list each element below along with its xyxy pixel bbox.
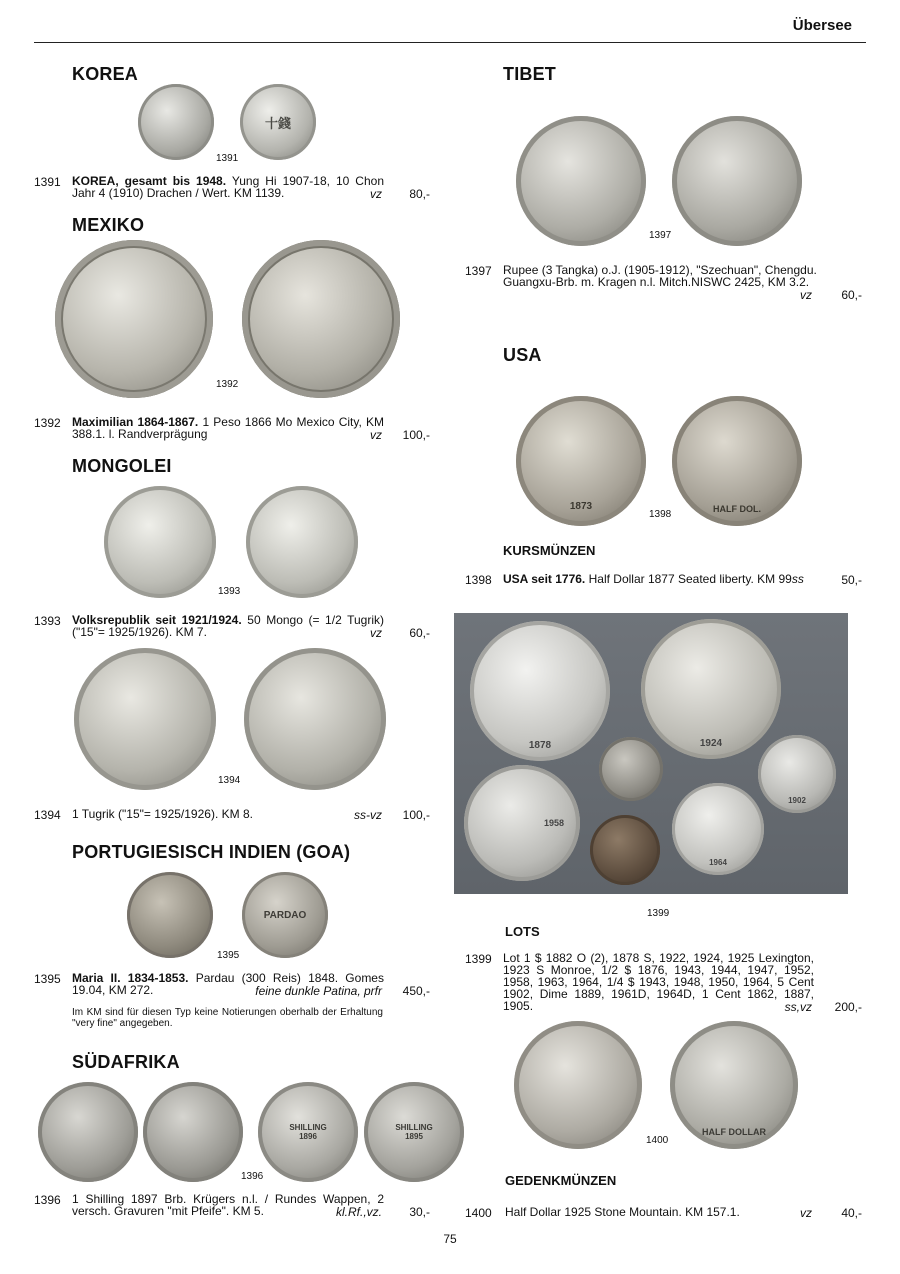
figure-number-1398: 1398 bbox=[649, 509, 672, 520]
coin-peace-dollar bbox=[641, 619, 781, 759]
lot-desc-1395: Pardau (300 Reis) 1848. Gomes 19.04, KM 272. bbox=[72, 971, 384, 997]
lot-title-1398: USA seit 1776. bbox=[503, 572, 586, 586]
coin-stone-mountain-obverse bbox=[514, 1021, 642, 1149]
lot-description-1400 bbox=[505, 1206, 785, 1218]
coin-mongolei-1394-obverse bbox=[74, 648, 216, 790]
lot-title-1395: Maria II. 1834-1853. bbox=[72, 971, 189, 985]
coin-morgan-dollar bbox=[470, 621, 610, 761]
heading-tibet: TIBET bbox=[503, 64, 556, 84]
subheading-gedenkmuenzen: GEDENKMÜNZEN bbox=[505, 1173, 617, 1188]
lot-desc-1393: 50 Mongo (= 1/2 Tugrik) ("15"= 1925/1926). KM 7. bbox=[72, 613, 384, 639]
coin-korea-obverse bbox=[138, 84, 214, 160]
lot-price-1393: 60,- bbox=[409, 626, 430, 640]
coin-suedafrika-3 bbox=[258, 1082, 358, 1182]
lot-number-1391: 1391 bbox=[34, 175, 61, 189]
lot-desc-1397-line2: Guangxu-Brb. m. Kragen n.l. Mitch.NISWC 2425, KM 3.2. bbox=[503, 275, 810, 289]
lot-title-1391: KOREA, gesamt bis 1948. bbox=[72, 174, 227, 188]
lot-number-1395: 1395 bbox=[34, 972, 61, 986]
lot-price-1391: 80,- bbox=[409, 187, 430, 201]
lot-note-1395: Im KM sind für diesen Typ keine Notierungen oberhalb der Erhaltung "very fine" angegeben. bbox=[72, 1007, 383, 1029]
lot-desc-1399: Lot 1 $ 1882 O (2), 1878 S, 1922, 1924, 1925 Lexington, 1923 S Monroe, 1/2 $ 1876, 1943, 1944, 1947, 1952, 1958, 1963, 1964, 1/4 $ 1943, 1948, 1950, 1964, 5 Cent 1902, Dime 1889, 1961D, 1964D, 1 Cent 1862, 1887, 1905. bbox=[503, 951, 814, 1013]
coin-tibet-reverse bbox=[672, 116, 802, 246]
lot-grade-1395: feine dunkle Patina, prfr bbox=[255, 984, 382, 998]
lot-price-1399: 200,- bbox=[834, 1000, 862, 1014]
coin-liberty-nickel bbox=[758, 735, 836, 813]
section-header-title: Übersee bbox=[792, 17, 852, 34]
lot-price-1397: 60,- bbox=[841, 288, 862, 302]
lot-price-1395: 450,- bbox=[402, 984, 430, 998]
lot-desc-1398: Half Dollar 1877 Seated liberty. KM 99 bbox=[588, 572, 792, 586]
lot-number-1399: 1399 bbox=[465, 952, 492, 966]
lot-grade-1397: vz bbox=[800, 288, 812, 302]
lot-desc-1396-line2: versch. Gravuren "mit Pfeife". KM 5. bbox=[72, 1204, 264, 1218]
lot-desc-1400: Half Dollar 1925 Stone Mountain. KM 157.1. bbox=[505, 1205, 740, 1219]
lot-price-1400: 40,- bbox=[841, 1206, 862, 1220]
coin-mongolei-1394-reverse bbox=[244, 648, 386, 790]
coin-morgan-date: 1878 bbox=[528, 740, 552, 751]
coin-mexiko-reverse bbox=[242, 240, 400, 398]
coin-goa-reverse bbox=[242, 872, 328, 958]
subheading-lots: LOTS bbox=[505, 924, 540, 939]
lot-description-1398 bbox=[503, 573, 823, 585]
coin-tibet-obverse bbox=[516, 116, 646, 246]
coin-usa-obverse-date: 1873 bbox=[569, 501, 593, 512]
lot-number-1394: 1394 bbox=[34, 808, 61, 822]
coin-stone-mountain-reverse bbox=[670, 1021, 798, 1149]
lot-desc-1391: Yung Hi 1907-18, 10 Chon Jahr 4 (1910) Drachen / Wert. KM 1139. bbox=[72, 174, 384, 200]
lot-price-1396: 30,- bbox=[409, 1205, 430, 1219]
heading-mongolei: MONGOLEI bbox=[72, 456, 172, 476]
figure-number-1396: 1396 bbox=[241, 1171, 264, 1182]
coin-mongolei-1393-reverse bbox=[246, 486, 358, 598]
lot-desc-1397-line1: Rupee (3 Tangka) o.J. (1905-1912), "Szechuan", Chengdu. bbox=[503, 263, 817, 277]
lot-number-1396: 1396 bbox=[34, 1193, 61, 1207]
lot-grade-1400: vz bbox=[800, 1206, 812, 1220]
coin-indian-cent bbox=[590, 815, 660, 885]
figure-number-1394: 1394 bbox=[218, 775, 241, 786]
lot-number-1400: 1400 bbox=[465, 1206, 492, 1220]
heading-suedafrika: SÜDAFRIKA bbox=[72, 1052, 180, 1072]
lot-description-1397 bbox=[503, 264, 823, 288]
header-divider bbox=[34, 42, 866, 43]
page-number: 75 bbox=[443, 1232, 457, 1246]
coin-franklin-date: 1958 bbox=[543, 818, 564, 828]
lot-description-1394 bbox=[72, 808, 332, 820]
lot-grade-1393: vz bbox=[370, 626, 382, 640]
coin-mongolei-1393-obverse bbox=[104, 486, 216, 598]
coin-suedafrika-1 bbox=[38, 1082, 138, 1182]
subheading-kursmuenzen: KURSMÜNZEN bbox=[503, 543, 596, 558]
coin-franklin-half bbox=[464, 765, 580, 881]
figure-number-1391: 1391 bbox=[216, 153, 239, 164]
lot-price-1398: 50,- bbox=[841, 573, 862, 587]
coin-peace-date: 1924 bbox=[699, 738, 723, 749]
lot-grade-1394: ss-vz bbox=[354, 808, 382, 822]
coin-suedafrika-4 bbox=[364, 1082, 464, 1182]
coin-liberty-nickel-date: 1902 bbox=[788, 796, 806, 805]
coin-suedafrika-4-inscription: SHILLING 1895 bbox=[395, 1123, 433, 1141]
lot-grade-1392: vz bbox=[370, 428, 382, 442]
lot-number-1398: 1398 bbox=[465, 573, 492, 587]
coin-stone-mountain-inscription: HALF DOLLAR bbox=[702, 1127, 766, 1137]
lot-number-1392: 1392 bbox=[34, 416, 61, 430]
coin-suedafrika-3-inscription: SHILLING 1896 bbox=[289, 1123, 327, 1141]
lot-grade-1399: ss,vz bbox=[784, 1000, 812, 1014]
coin-quarter-date: 1964 bbox=[709, 858, 727, 867]
lot-title-1392: Maximilian 1864-1867. bbox=[72, 415, 199, 429]
coin-dime-1889 bbox=[599, 737, 663, 801]
figure-number-1392: 1392 bbox=[216, 379, 239, 390]
lot-title-1393: Volksrepublik seit 1921/1924. bbox=[72, 613, 242, 627]
coin-washington-quarter bbox=[672, 783, 764, 875]
coin-usa-halfdollar-reverse bbox=[672, 396, 802, 526]
lot-grade-1396: kl.Rf.,vz. bbox=[335, 1205, 382, 1219]
figure-number-1399: 1399 bbox=[647, 908, 670, 919]
lot-price-1392: 100,- bbox=[402, 428, 430, 442]
lot-photo-1399 bbox=[454, 613, 848, 894]
lot-number-1397: 1397 bbox=[465, 264, 492, 278]
coin-usa-reverse-inscription: HALF DOL. bbox=[713, 504, 761, 514]
figure-number-1395: 1395 bbox=[217, 950, 240, 961]
figure-number-1400: 1400 bbox=[646, 1135, 669, 1146]
lot-grade-1391: vz bbox=[370, 187, 382, 201]
heading-goa: PORTUGIESISCH INDIEN (GOA) bbox=[72, 842, 351, 862]
lot-number-1393: 1393 bbox=[34, 614, 61, 628]
lot-price-1394: 100,- bbox=[402, 808, 430, 822]
coin-goa-obverse bbox=[127, 872, 213, 958]
coin-mexiko-obverse bbox=[55, 240, 213, 398]
coin-suedafrika-2 bbox=[143, 1082, 243, 1182]
heading-mexiko: MEXIKO bbox=[72, 215, 145, 235]
heading-usa: USA bbox=[503, 345, 542, 365]
lot-desc-1392: 1 Peso 1866 Mo Mexico City, KM 388.1. l. Randverprägung bbox=[72, 415, 384, 441]
lot-grade-1398: ss bbox=[791, 572, 804, 586]
coin-goa-inscription: PARDAO bbox=[263, 909, 307, 921]
figure-number-1397: 1397 bbox=[649, 230, 672, 241]
heading-korea: KOREA bbox=[72, 64, 139, 84]
figure-number-1393: 1393 bbox=[218, 586, 241, 597]
coin-korea-reverse bbox=[240, 84, 316, 160]
lot-desc-1396-line1: 1 Shilling 1897 Brb. Krügers n.l. / Rundes Wappen, 2 bbox=[72, 1192, 384, 1206]
coin-usa-halfdollar-obverse bbox=[516, 396, 646, 526]
coin-korea-inscription: 十錢 bbox=[264, 115, 291, 131]
lot-desc-1394: 1 Tugrik ("15"= 1925/1926). KM 8. bbox=[72, 807, 253, 821]
